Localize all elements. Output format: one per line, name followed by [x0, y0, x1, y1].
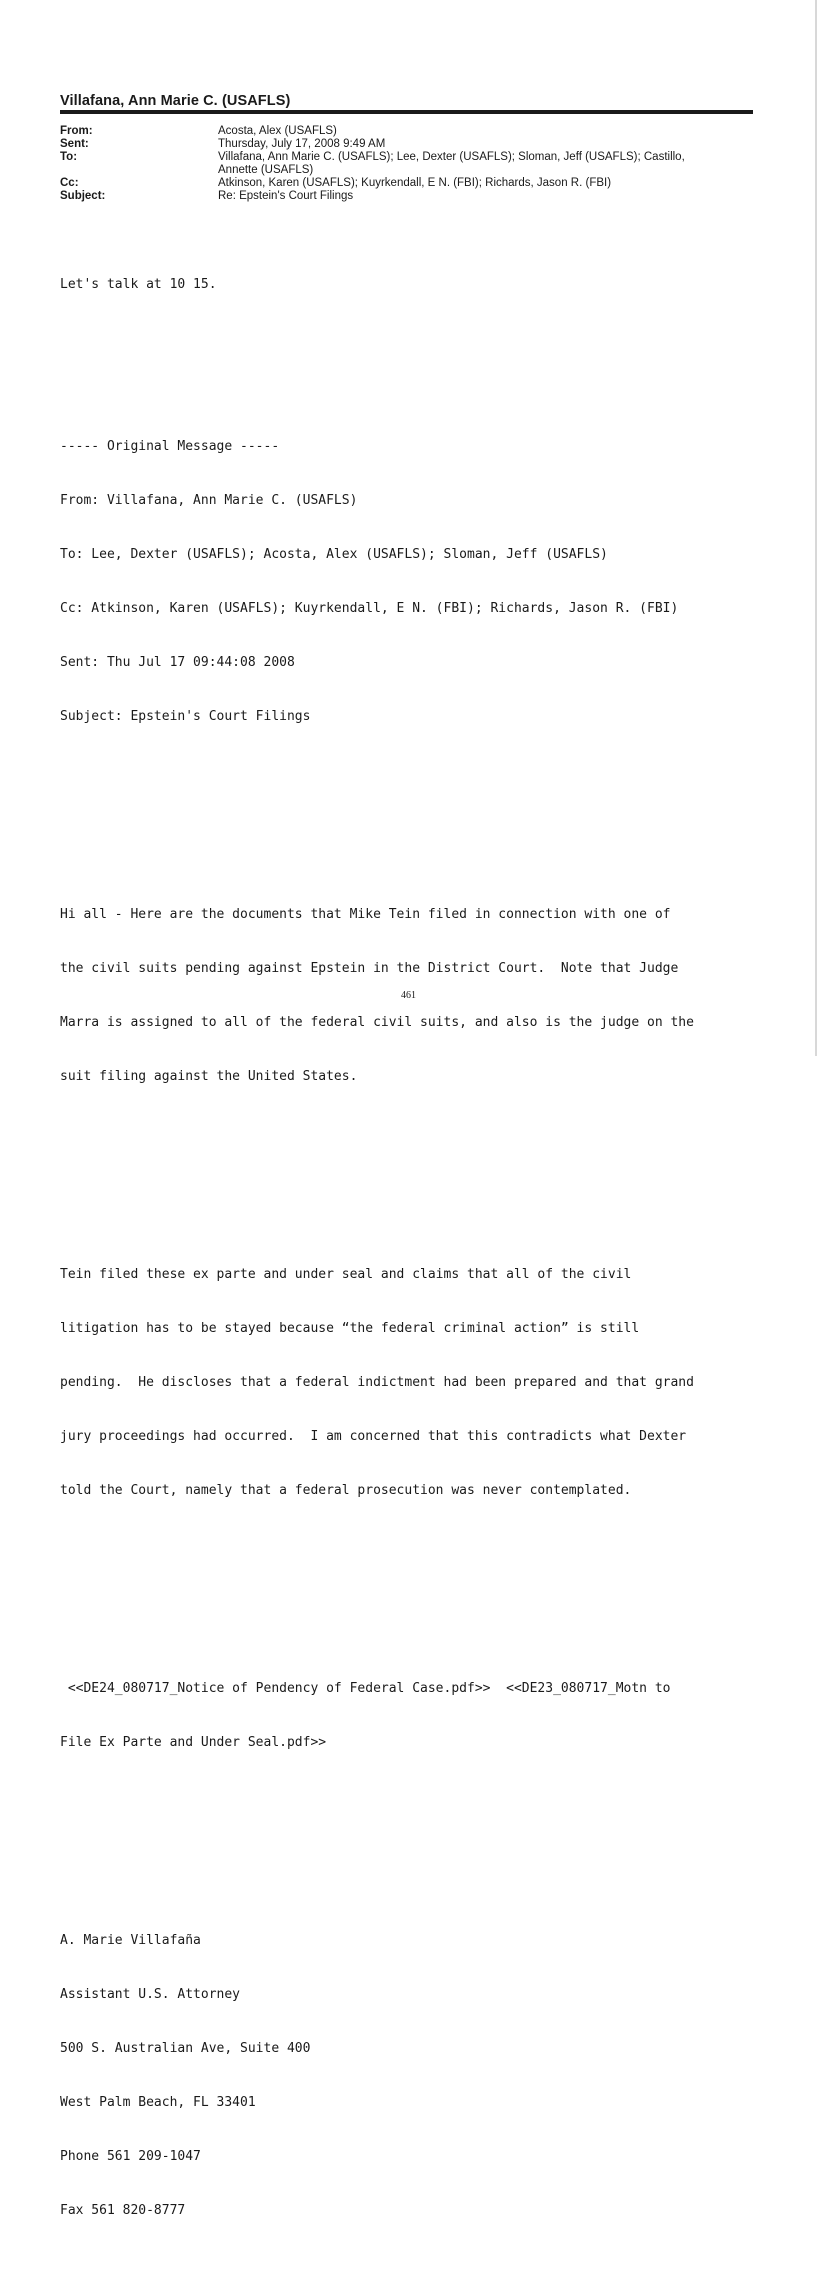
- original-header-line: From: Villafana, Ann Marie C. (USAFLS): [60, 493, 358, 508]
- sent-value: Thursday, July 17, 2008 9:49 AM: [218, 138, 386, 150]
- signature-line: West Palm Beach, FL 33401: [60, 2095, 256, 2110]
- signature-line: Phone 561 209-1047: [60, 2149, 201, 2164]
- original-header-line: Sent: Thu Jul 17 09:44:08 2008: [60, 655, 295, 670]
- email-body: [60, 240, 760, 2274]
- paragraph-line: jury proceedings had occurred. I am concerned that this contradicts what Dexter: [60, 1429, 687, 1444]
- to-value: [218, 151, 760, 177]
- to-row: [60, 151, 760, 177]
- paragraph-line: pending. He discloses that a federal indictment had been prepared and that grand: [60, 1375, 694, 1390]
- paragraph-line: suit filing against the United States.: [60, 1069, 358, 1084]
- signature-line: Assistant U.S. Attorney: [60, 1987, 241, 2002]
- signature-line: A. Marie Villafaña: [60, 1933, 201, 1948]
- signature-block: [60, 1896, 760, 2256]
- original-header-line: Subject: Epstein's Court Filings: [60, 709, 311, 724]
- signature-line: Fax 561 820-8777: [60, 2203, 186, 2218]
- to-label: To:: [60, 151, 78, 163]
- subject-label: Subject:: [60, 190, 106, 202]
- attachment-line: File Ex Parte and Under Seal.pdf>>: [60, 1735, 327, 1750]
- paragraph-line: litigation has to be stayed because “the federal criminal action” is still: [60, 1321, 640, 1336]
- original-header-line: To: Lee, Dexter (USAFLS); Acosta, Alex (USAFLS); Sloman, Jeff (USAFLS): [60, 547, 608, 562]
- attachment-line: <<DE24_080717_Notice of Pendency of Federal Case.pdf>> <<DE23_080717_Motn to: [60, 1681, 671, 1696]
- to-value-line-2: Annette (USAFLS): [218, 164, 314, 176]
- header-divider: [60, 110, 753, 114]
- paragraph-line: Hi all - Here are the documents that Mike Tein filed in connection with one of: [60, 907, 671, 922]
- original-header-line: ----- Original Message -----: [60, 439, 280, 454]
- signature-line: 500 S. Australian Ave, Suite 400: [60, 2041, 311, 2056]
- subject-value: Re: Epstein's Court Filings: [218, 190, 354, 202]
- document-header-name: Villafana, Ann Marie C. (USAFLS): [60, 93, 291, 109]
- from-row: [60, 125, 760, 138]
- attachments: [60, 1644, 760, 1788]
- message-paragraph-2: [60, 1230, 760, 1536]
- paragraph-line: told the Court, namely that a federal prosecution was never contemplated.: [60, 1483, 632, 1498]
- original-message-header: [60, 402, 760, 762]
- paragraph-line: Tein filed these ex parte and under seal and claims that all of the civil: [60, 1267, 632, 1282]
- from-value: Acosta, Alex (USAFLS): [218, 125, 337, 137]
- email-metadata: [60, 125, 760, 203]
- sent-label: Sent:: [60, 138, 89, 150]
- original-header-line: Cc: Atkinson, Karen (USAFLS); Kuyrkendall, E N. (FBI); Richards, Jason R. (FBI): [60, 601, 679, 616]
- reply-line: Let's talk at 10 15.: [60, 277, 217, 292]
- to-value-line-1: Villafana, Ann Marie C. (USAFLS); Lee, Dexter (USAFLS); Sloman, Jeff (USAFLS); Castillo,: [218, 151, 685, 163]
- paragraph-line: Marra is assigned to all of the federal civil suits, and also is the judge on the: [60, 1015, 694, 1030]
- cc-row: [60, 177, 760, 190]
- page-number: 461: [401, 990, 416, 1001]
- sent-row: [60, 138, 760, 151]
- cc-value: Atkinson, Karen (USAFLS); Kuyrkendall, E N. (FBI); Richards, Jason R. (FBI): [218, 177, 612, 189]
- paragraph-line: the civil suits pending against Epstein in the District Court. Note that Judge: [60, 961, 679, 976]
- from-label: From:: [60, 125, 93, 137]
- cc-label: Cc:: [60, 177, 79, 189]
- subject-row: [60, 190, 760, 203]
